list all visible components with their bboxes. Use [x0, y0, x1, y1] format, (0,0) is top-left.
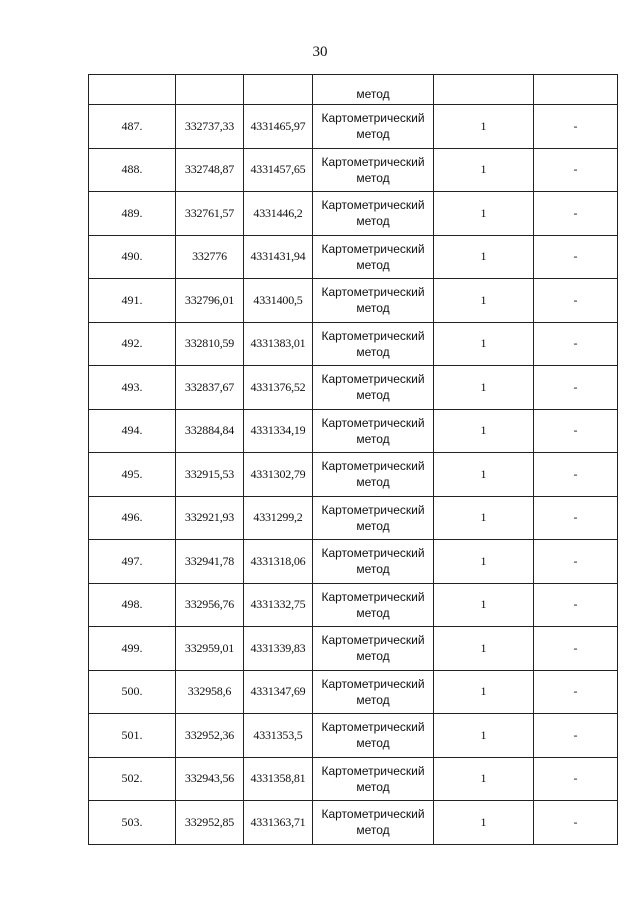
method-cell — [313, 322, 434, 366]
note-cell: - — [534, 801, 618, 845]
method-line-2: метод — [356, 257, 390, 272]
table-row — [89, 235, 618, 279]
accuracy-cell: 1 — [434, 409, 534, 453]
point-number-cell: 500. — [89, 670, 176, 714]
x-coordinate-cell: 332796,01 — [176, 279, 244, 323]
point-number-cell: 488. — [89, 148, 176, 192]
method-line-2: метод — [356, 823, 390, 838]
method-line-1: Картометрический — [321, 589, 425, 604]
accuracy-cell: 1 — [434, 235, 534, 279]
table-row — [89, 540, 618, 584]
point-number-cell: 493. — [89, 366, 176, 410]
method-line-1: Картометрический — [321, 546, 425, 561]
method-line-1: Картометрический — [321, 198, 425, 213]
method-cell — [313, 148, 434, 192]
x-coordinate-cell: 332761,57 — [176, 192, 244, 236]
method-line-1: Картометрический — [321, 676, 425, 691]
method-line-1: Картометрический — [321, 154, 425, 169]
accuracy-cell: 1 — [434, 670, 534, 714]
point-number-cell: 499. — [89, 627, 176, 671]
y-coordinate-cell: 4331332,75 — [244, 583, 313, 627]
method-cell — [313, 235, 434, 279]
method-line-1: Картометрический — [321, 763, 425, 778]
accuracy-cell: 1 — [434, 148, 534, 192]
page-number: 30 — [312, 44, 328, 60]
method-line-2: метод — [356, 562, 390, 577]
y-coordinate-cell: 4331302,79 — [244, 453, 313, 497]
x-coordinate-cell: 332959,01 — [176, 627, 244, 671]
note-cell: - — [534, 670, 618, 714]
y-coordinate-cell: 4331363,71 — [244, 801, 313, 845]
note-cell: - — [534, 496, 618, 540]
method-cell — [313, 105, 434, 149]
method-cell — [313, 583, 434, 627]
method-line-2: метод — [356, 475, 390, 490]
note-cell: - — [534, 148, 618, 192]
accuracy-cell: 1 — [434, 627, 534, 671]
method-cell — [313, 453, 434, 497]
y-coordinate-cell: 4331457,65 — [244, 148, 313, 192]
accuracy-cell: 1 — [434, 453, 534, 497]
method-line-2: метод — [356, 605, 390, 620]
point-number-cell: 498. — [89, 583, 176, 627]
x-coordinate-cell: 332952,85 — [176, 801, 244, 845]
continuation-x-cell — [176, 75, 244, 105]
method-line-2: метод — [356, 649, 390, 664]
table-row — [89, 583, 618, 627]
method-line-1: Картометрический — [321, 502, 425, 517]
table-row — [89, 366, 618, 410]
method-cell — [313, 757, 434, 801]
y-coordinate-cell: 4331465,97 — [244, 105, 313, 149]
note-cell: - — [534, 540, 618, 584]
method-cell — [313, 540, 434, 584]
accuracy-cell: 1 — [434, 496, 534, 540]
method-line-1: Картометрический — [321, 415, 425, 430]
method-line-2: метод — [356, 431, 390, 446]
table-row — [89, 105, 618, 149]
method-cell — [313, 801, 434, 845]
point-number-cell: 490. — [89, 235, 176, 279]
note-cell: - — [534, 757, 618, 801]
method-line-2: метод — [356, 301, 390, 316]
method-line-2: метод — [356, 344, 390, 359]
note-cell: - — [534, 279, 618, 323]
y-coordinate-cell: 4331347,69 — [244, 670, 313, 714]
table-row — [89, 670, 618, 714]
continuation-accuracy-cell — [434, 75, 534, 105]
method-line-2: метод — [356, 214, 390, 229]
coordinates-table — [88, 74, 618, 845]
y-coordinate-cell: 4331339,83 — [244, 627, 313, 671]
point-number-cell: 496. — [89, 496, 176, 540]
note-cell: - — [534, 714, 618, 758]
continuation-method-cell: метод — [313, 75, 434, 105]
method-line-2: метод — [356, 736, 390, 751]
method-cell — [313, 192, 434, 236]
accuracy-cell: 1 — [434, 192, 534, 236]
x-coordinate-cell: 332958,6 — [176, 670, 244, 714]
method-line-2: метод — [356, 779, 390, 794]
method-line-2: метод — [356, 127, 390, 142]
x-coordinate-cell: 332952,36 — [176, 714, 244, 758]
point-number-cell: 497. — [89, 540, 176, 584]
method-line-2: метод — [356, 518, 390, 533]
method-line-1: Картометрический — [321, 720, 425, 735]
table-row — [89, 627, 618, 671]
table-row — [89, 453, 618, 497]
accuracy-cell: 1 — [434, 757, 534, 801]
point-number-cell: 492. — [89, 322, 176, 366]
note-cell: - — [534, 409, 618, 453]
method-line-1: Картометрический — [321, 285, 425, 300]
note-cell: - — [534, 192, 618, 236]
continuation-note-cell — [534, 75, 618, 105]
method-line-1: Картометрический — [321, 633, 425, 648]
method-line-2: метод — [356, 170, 390, 185]
y-coordinate-cell: 4331446,2 — [244, 192, 313, 236]
method-cell — [313, 496, 434, 540]
method-cell — [313, 714, 434, 758]
y-coordinate-cell: 4331376,52 — [244, 366, 313, 410]
method-line-1: Картометрический — [321, 372, 425, 387]
table-row — [89, 496, 618, 540]
point-number-cell: 495. — [89, 453, 176, 497]
table-row — [89, 409, 618, 453]
y-coordinate-cell: 4331353,5 — [244, 714, 313, 758]
note-cell: - — [534, 105, 618, 149]
note-cell: - — [534, 627, 618, 671]
x-coordinate-cell: 332956,76 — [176, 583, 244, 627]
table-row — [89, 757, 618, 801]
method-cell — [313, 366, 434, 410]
x-coordinate-cell: 332837,67 — [176, 366, 244, 410]
accuracy-cell: 1 — [434, 279, 534, 323]
x-coordinate-cell: 332737,33 — [176, 105, 244, 149]
y-coordinate-cell: 4331383,01 — [244, 322, 313, 366]
accuracy-cell: 1 — [434, 322, 534, 366]
method-cell — [313, 279, 434, 323]
y-coordinate-cell: 4331400,5 — [244, 279, 313, 323]
continuation-row — [89, 75, 618, 105]
continuation-num-cell — [89, 75, 176, 105]
table-row — [89, 279, 618, 323]
note-cell: - — [534, 453, 618, 497]
method-line-1: Картометрический — [321, 807, 425, 822]
table-row — [89, 192, 618, 236]
method-cell — [313, 627, 434, 671]
x-coordinate-cell: 332748,87 — [176, 148, 244, 192]
accuracy-cell: 1 — [434, 714, 534, 758]
y-coordinate-cell: 4331358,81 — [244, 757, 313, 801]
method-cell — [313, 409, 434, 453]
point-number-cell: 487. — [89, 105, 176, 149]
note-cell: - — [534, 583, 618, 627]
method-line-1: Картометрический — [321, 328, 425, 343]
accuracy-cell: 1 — [434, 583, 534, 627]
point-number-cell: 489. — [89, 192, 176, 236]
point-number-cell: 491. — [89, 279, 176, 323]
accuracy-cell: 1 — [434, 801, 534, 845]
continuation-y-cell — [244, 75, 313, 105]
method-line-2: метод — [356, 692, 390, 707]
point-number-cell: 502. — [89, 757, 176, 801]
x-coordinate-cell: 332776 — [176, 235, 244, 279]
accuracy-cell: 1 — [434, 366, 534, 410]
accuracy-cell: 1 — [434, 105, 534, 149]
table-row — [89, 801, 618, 845]
y-coordinate-cell: 4331318,06 — [244, 540, 313, 584]
note-cell: - — [534, 366, 618, 410]
x-coordinate-cell: 332915,53 — [176, 453, 244, 497]
y-coordinate-cell: 4331299,2 — [244, 496, 313, 540]
note-cell: - — [534, 322, 618, 366]
point-number-cell: 494. — [89, 409, 176, 453]
note-cell: - — [534, 235, 618, 279]
method-line-1: Картометрический — [321, 111, 425, 126]
method-line-1: Картометрический — [321, 241, 425, 256]
point-number-cell: 503. — [89, 801, 176, 845]
method-line-1: Картометрический — [321, 459, 425, 474]
method-line-2: метод — [356, 388, 390, 403]
table-row — [89, 714, 618, 758]
x-coordinate-cell: 332941,78 — [176, 540, 244, 584]
x-coordinate-cell: 332884,84 — [176, 409, 244, 453]
x-coordinate-cell: 332943,56 — [176, 757, 244, 801]
point-number-cell: 501. — [89, 714, 176, 758]
method-cell — [313, 670, 434, 714]
y-coordinate-cell: 4331431,94 — [244, 235, 313, 279]
x-coordinate-cell: 332810,59 — [176, 322, 244, 366]
table-row — [89, 148, 618, 192]
y-coordinate-cell: 4331334,19 — [244, 409, 313, 453]
table-row — [89, 322, 618, 366]
x-coordinate-cell: 332921,93 — [176, 496, 244, 540]
accuracy-cell: 1 — [434, 540, 534, 584]
coordinates-table-body — [89, 75, 618, 845]
